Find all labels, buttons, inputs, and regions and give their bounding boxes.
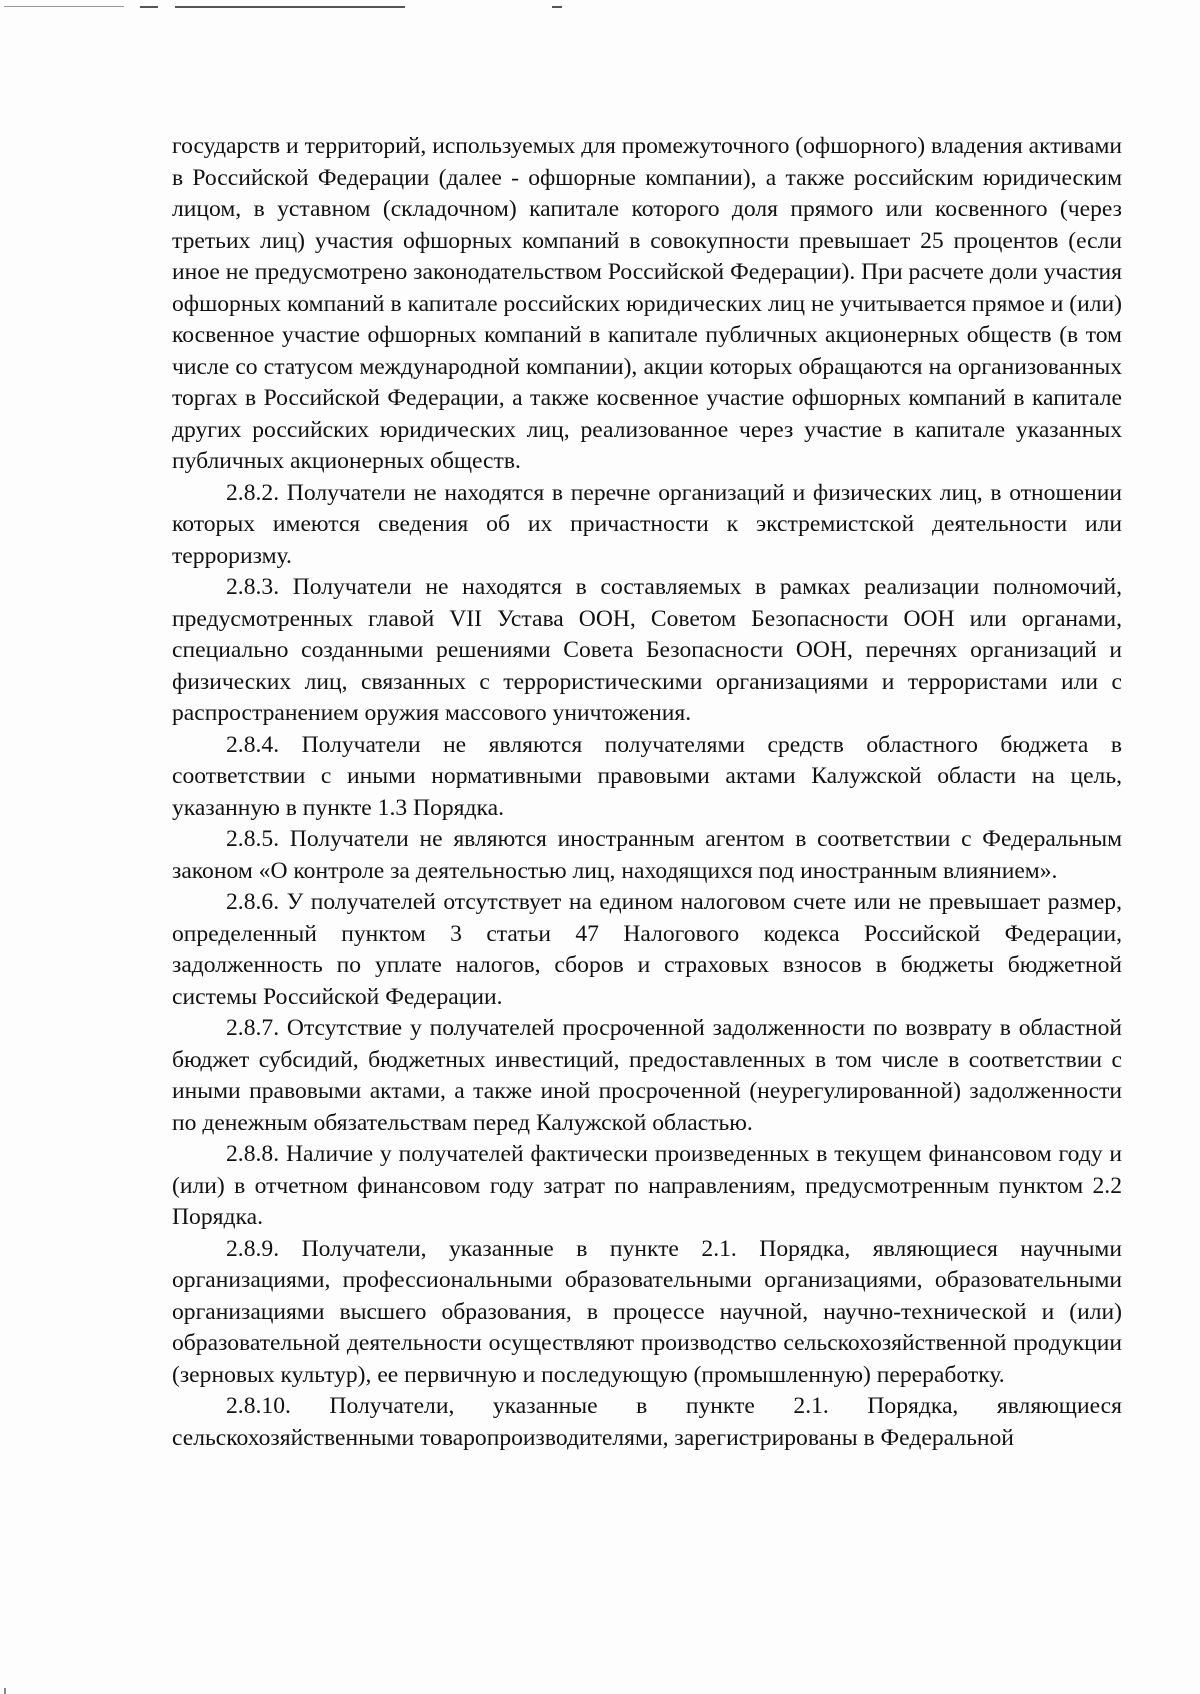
paragraph-2-8-5: 2.8.5. Получатели не являются иностранным агентом в соответствии с Федеральным законом «О контроле за деятельностью лиц, находящихся под иностранным влиянием».	[172, 826, 1122, 884]
scan-artifact-mark	[4, 1688, 6, 1694]
paragraph-2-8-8: 2.8.8. Наличие у получателей фактически произведенных в текущем финансовом году и (или) в отчетном финансовом году затрат по направлениям, предусмотренным пунктом 2.2 Порядка.	[172, 1141, 1122, 1230]
paragraph-2-8-10: 2.8.10. Получатели, указанные в пункте 2.1. Порядка, являющиеся сельскохозяйственными товаропроизводителями, зарегистрированы в Федеральной	[172, 1393, 1122, 1451]
document-body	[172, 131, 1122, 1454]
paragraph-continuation: государств и территорий, используемых для промежуточного (офшорного) владения активами в Российской Федерации (далее - офшорные компании), а также российским юридическим лицом, в уставном (складочном) капитале которого доля прямого или косвенного (через третьих лиц) участия офшорных компаний в совокупности превышает 25 процентов (если иное не предусмотрено законодательством Российской Федерации). При расчете доли участия офшорных компаний в капитале российских юридических лиц не учитывается прямое и (или) косвенное участие офшорных компаний в капитале публичных акционерных обществ (в том числе со статусом международной компании), акции которых обращаются на организованных торгах в Российской Федерации, а также косвенное участие офшорных компаний в капитале других российских юридических лиц, реализованное через участие в капитале указанных публичных акционерных обществ.	[172, 133, 1123, 474]
paragraph-2-8-9: 2.8.9. Получатели, указанные в пункте 2.1. Порядка, являющиеся научными организациями, профессиональными образовательными организациями, образовательными организациями высшего образования, в процессе научной, научно-технической и (или) образовательной деятельности осуществляют производство сельскохозяйственной продукции (зерновых культур), ее первичную и последующую (промышленную) переработку.	[172, 1235, 1122, 1388]
paragraph-2-8-4: 2.8.4. Получатели не являются получателями средств областного бюджета в соответствии с иными нормативными правовыми актами Калужской области на цель, указанную в пункте 1.3 Порядка.	[172, 731, 1122, 821]
scan-artifact-line	[552, 6, 562, 8]
paragraph-2-8-7: 2.8.7. Отсутствие у получателей просроченной задолженности по возврату в областной бюджет субсидий, бюджетных инвестиций, предоставленных в том числе в соответствии с иными правовыми актами, а также иной просроченной (неурегулированной) задолженности по денежным обязательствам перед Калужской областью.	[172, 1015, 1122, 1136]
scan-artifact-line	[175, 6, 405, 8]
scan-artifact-line	[140, 6, 158, 8]
paragraph-2-8-2: 2.8.2. Получатели не находятся в перечне организаций и физических лиц, в отношении которых имеются сведения об их причастности к экстремистской деятельности или терроризму.	[172, 479, 1122, 569]
paragraph-2-8-3: 2.8.3. Получатели не находятся в составляемых в рамках реализации полномочий, предусмотренных главой VII Устава ООН, Советом Безопасности ООН или органами, специально созданными решениями Совета Безопасности ООН, перечнях организаций и физических лиц, связанных с террористическими организациями и террористами или с распространением оружия массового уничтожения.	[172, 574, 1122, 726]
scan-artifact-line	[4, 6, 124, 7]
paragraph-2-8-6: 2.8.6. У получателей отсутствует на едином налоговом счете или не превышает размер, определенный пунктом 3 статьи 47 Налогового кодекса Российской Федерации, задолженность по уплате налогов, сборов и страховых взносов в бюджеты бюджетной системы Российской Федерации.	[172, 889, 1122, 1010]
